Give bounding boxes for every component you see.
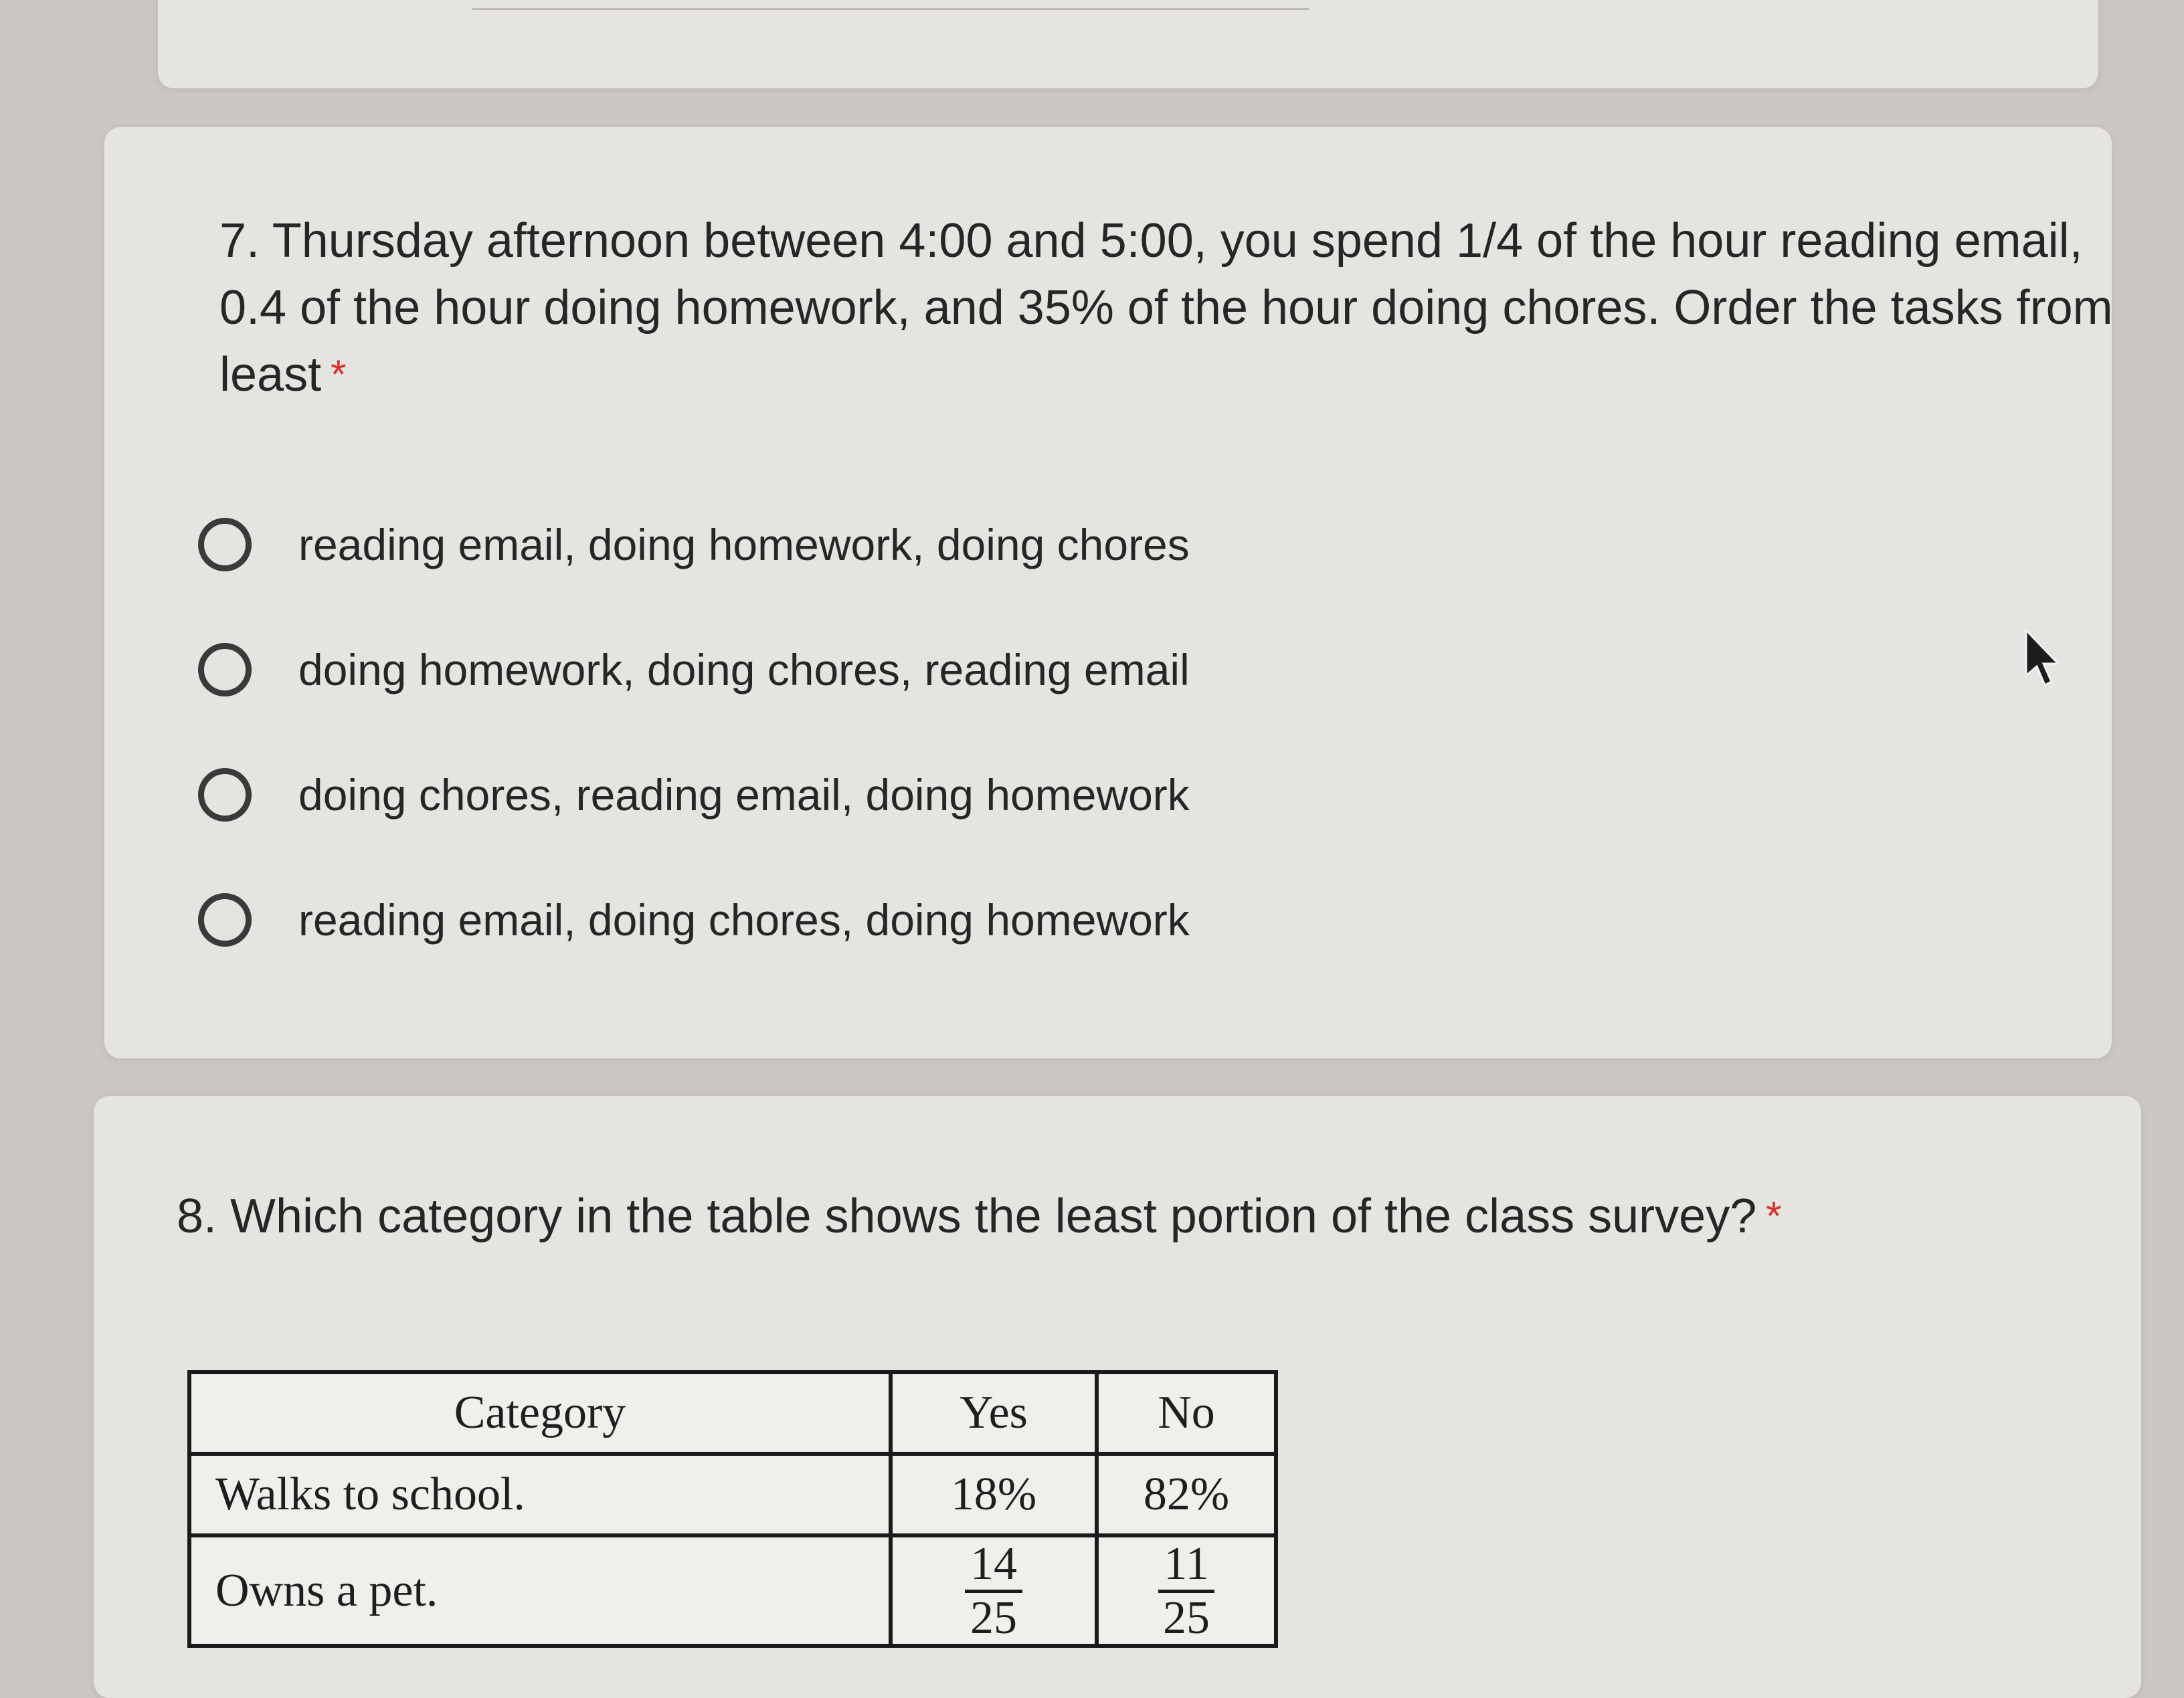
option-4[interactable] <box>198 857 1536 982</box>
row-category: Walks to school. <box>189 1454 891 1535</box>
radio-button[interactable] <box>198 518 252 571</box>
question-8-text: 8. Which category in the table shows the least portion of the class survey? <box>177 1190 1757 1243</box>
radio-button[interactable] <box>198 643 252 696</box>
fraction-numerator: 11 <box>1158 1539 1214 1593</box>
fraction-denominator: 25 <box>970 1592 1017 1644</box>
option-2[interactable] <box>198 607 1536 732</box>
row-yes-value: 18% <box>891 1454 1097 1535</box>
fraction <box>965 1539 1022 1644</box>
question-7-options <box>198 482 1536 982</box>
row-no-value: 82% <box>1097 1454 1276 1535</box>
option-4-label[interactable]: reading email, doing chores, doing homework <box>298 894 1190 945</box>
option-3-label[interactable]: doing chores, reading email, doing homework <box>298 769 1190 820</box>
header-category: Category <box>189 1372 891 1454</box>
option-1-label[interactable]: reading email, doing homework, doing chores <box>298 519 1190 569</box>
option-2-label[interactable]: doing homework, doing chores, reading email <box>298 644 1190 694</box>
table-header-row <box>189 1372 1276 1454</box>
row-no-value <box>1097 1535 1276 1646</box>
radio-button[interactable] <box>198 893 252 947</box>
header-yes: Yes <box>891 1372 1097 1454</box>
row-category: Owns a pet. <box>189 1535 891 1646</box>
fraction-denominator: 25 <box>1163 1592 1210 1644</box>
table-row <box>189 1535 1276 1646</box>
question-8-title <box>177 1183 2117 1250</box>
question-7-title <box>219 207 2160 408</box>
table-row <box>189 1454 1276 1535</box>
question-7-card <box>104 127 2112 1058</box>
required-asterisk: * <box>331 352 347 397</box>
row-yes-value <box>891 1535 1097 1646</box>
survey-table <box>187 1370 1278 1648</box>
fraction <box>1158 1539 1214 1644</box>
radio-button[interactable] <box>198 768 252 822</box>
previous-question-card <box>158 0 2098 88</box>
required-asterisk: * <box>1766 1194 1782 1238</box>
mouse-pointer-icon <box>2023 629 2064 689</box>
fraction-numerator: 14 <box>965 1539 1022 1593</box>
option-3[interactable] <box>198 732 1536 857</box>
option-1[interactable] <box>198 482 1536 607</box>
question-7-text: 7. Thursday afternoon between 4:00 and 5:00, you spend 1/4 of the hour reading email, 0.4 of the hour doing homework, and 35% of the hour doing chores. Order the tasks from least <box>219 214 2113 401</box>
header-no: No <box>1097 1372 1276 1454</box>
question-8-card <box>94 1096 2141 1698</box>
answer-field-underline <box>472 8 1309 10</box>
